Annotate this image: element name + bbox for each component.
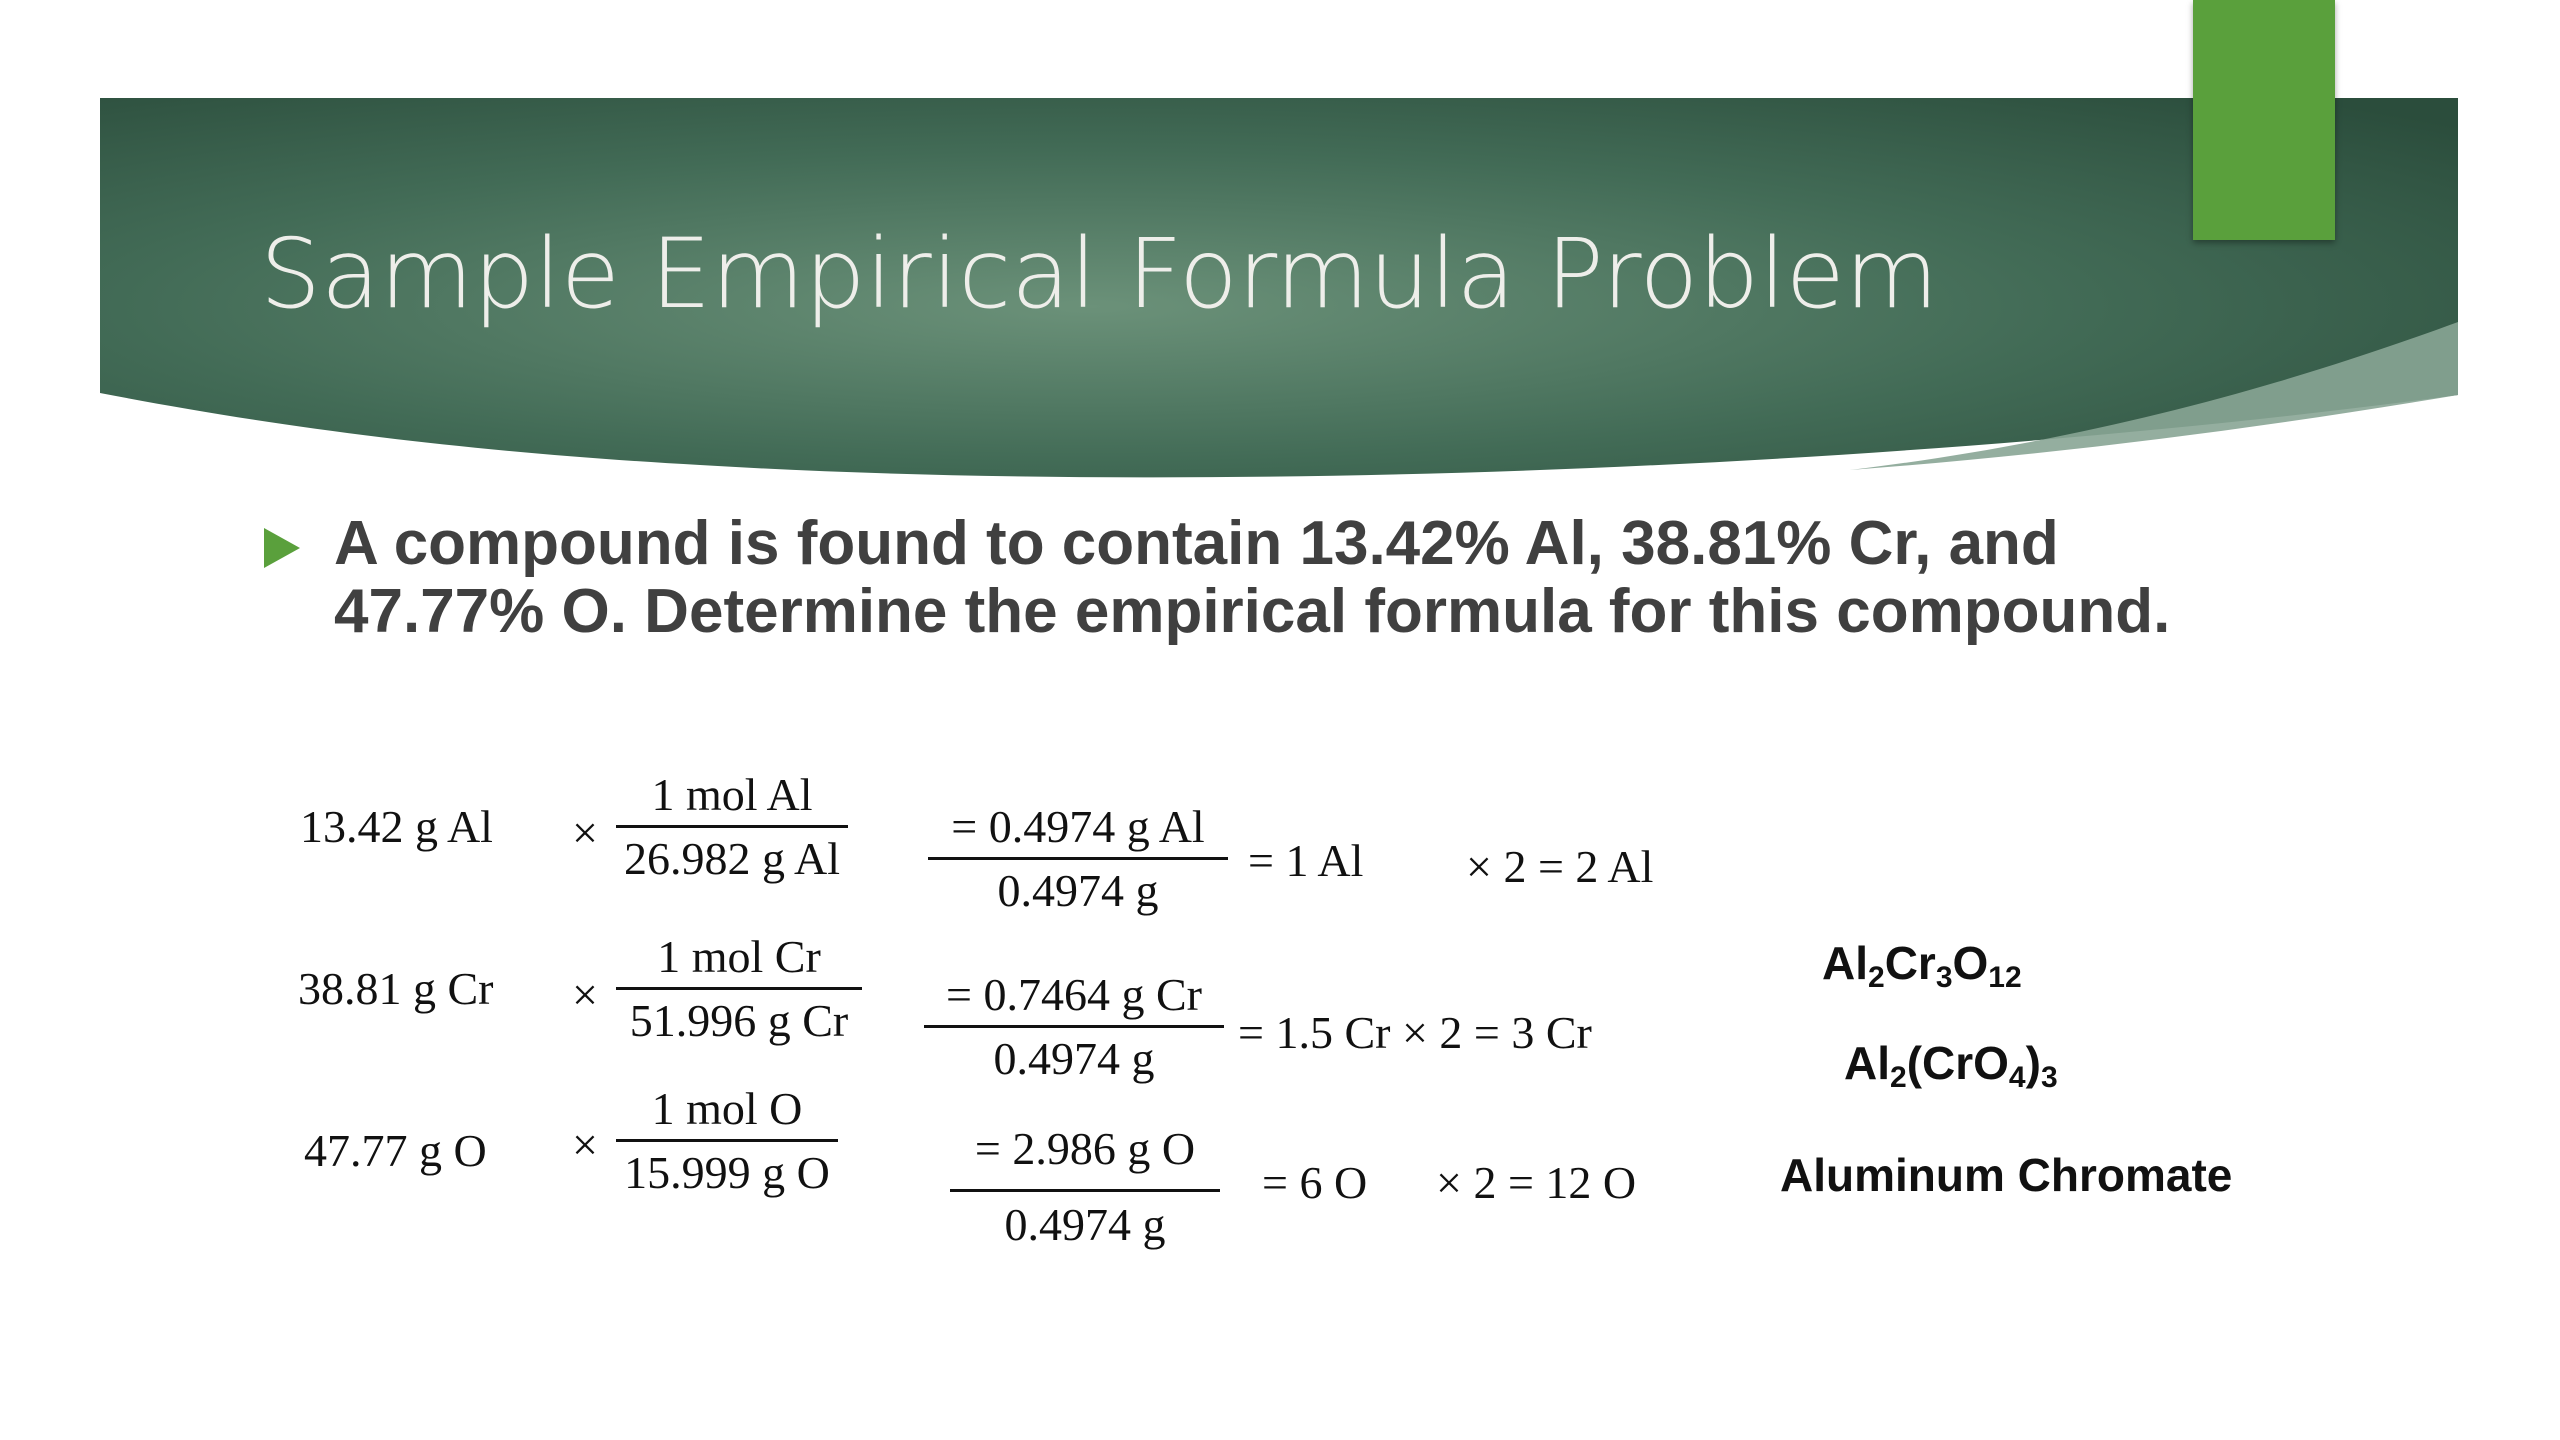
row-cr-times: × bbox=[572, 969, 598, 1020]
row-al-moles-fraction bbox=[928, 800, 1228, 917]
row-o-moles-fraction bbox=[950, 1122, 1220, 1251]
row-o-doubled: × 2 = 12 O bbox=[1436, 1157, 1637, 1208]
row-o-conversion-numerator: 1 mol O bbox=[616, 1082, 838, 1142]
bullet-text: A compound is found to contain 13.42% Al, 38.81% Cr, and 47.77% O. Determine the empirical formula for this compound. bbox=[334, 509, 2171, 646]
row-cr-moles-denominator: 0.4974 g bbox=[993, 1033, 1155, 1084]
row-al-ratio: = 1 Al bbox=[1248, 835, 1364, 886]
row-al-times: × bbox=[572, 807, 598, 858]
row-al-conversion-numerator: 1 mol Al bbox=[616, 768, 848, 828]
accent-tab bbox=[2193, 0, 2335, 240]
row-cr-moles-numerator: = 0.7464 g Cr bbox=[924, 968, 1224, 1028]
row-o-moles-denominator: 0.4974 g bbox=[1004, 1199, 1166, 1250]
triangle-right-icon bbox=[262, 526, 302, 570]
row-cr-conversion-numerator: 1 mol Cr bbox=[616, 930, 862, 990]
slide-title: Sample Empirical Formula Problem bbox=[260, 218, 1939, 330]
empirical-formula: $Al_2Cr_3O_{12}$ bbox=[1822, 937, 2022, 994]
row-al-doubled: × 2 = 2 Al bbox=[1466, 841, 1654, 892]
row-cr-conversion-fraction bbox=[616, 930, 862, 1047]
chromate-formula: $Al_2(CrO_4)_3$ bbox=[1844, 1037, 2058, 1094]
row-o-ratio: = 6 O bbox=[1262, 1157, 1368, 1208]
row-o-times: × bbox=[572, 1119, 598, 1170]
row-al-moles-denominator: 0.4974 g bbox=[997, 865, 1159, 916]
compound-name: Aluminum Chromate bbox=[1780, 1149, 2233, 1201]
row-al-moles-numerator: = 0.4974 g Al bbox=[928, 800, 1228, 860]
row-cr-conversion-denominator: 51.996 g Cr bbox=[629, 995, 849, 1046]
row-cr-mass: 38.81 g Cr bbox=[298, 963, 494, 1014]
row-cr-moles-fraction bbox=[924, 968, 1224, 1085]
row-cr-ratio: = 1.5 Cr × 2 = 3 Cr bbox=[1238, 1007, 1592, 1058]
row-o-moles-numerator: = 2.986 g O bbox=[950, 1122, 1220, 1192]
row-o-conversion-denominator: 15.999 g O bbox=[624, 1147, 830, 1198]
row-o-mass: 47.77 g O bbox=[304, 1125, 487, 1176]
row-al-conversion-fraction bbox=[616, 768, 848, 885]
row-o-conversion-fraction bbox=[616, 1082, 838, 1199]
row-al-mass: 13.42 g Al bbox=[300, 801, 493, 852]
row-al-conversion-denominator: 26.982 g Al bbox=[624, 833, 840, 884]
